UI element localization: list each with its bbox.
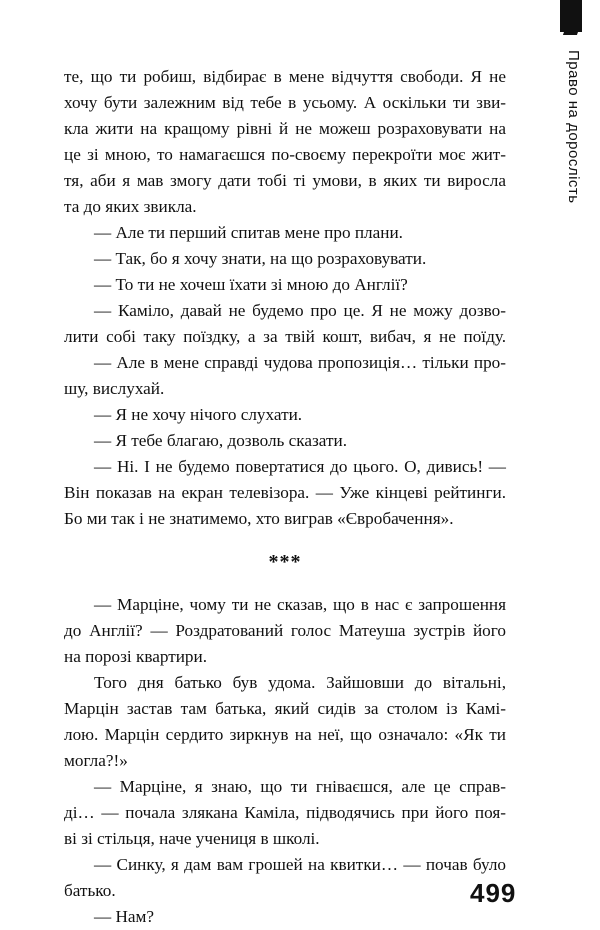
page-text bbox=[64, 64, 506, 930]
text-line: Того дня батько був удома. Зайшовши до вітальні, bbox=[94, 673, 506, 692]
running-header-title: Право на дорослість bbox=[565, 50, 582, 204]
text-line: — Марціне, чому ти не сказав, що в нас є запрошення bbox=[94, 595, 506, 614]
text-line: могла?!» bbox=[64, 751, 128, 770]
section-break: *** bbox=[268, 551, 302, 573]
text-line: — Нам? bbox=[94, 907, 155, 926]
text-line: ві зі стільця, наче учениця в школі. bbox=[64, 829, 320, 848]
page-number: 499 bbox=[470, 878, 517, 908]
text-line: — Марціне, я знаю, що ти гніваєшся, але це справ- bbox=[94, 777, 506, 796]
text-line: батько. bbox=[64, 881, 116, 900]
text-line: Марцін застав там батька, який сидів за столом із Камі- bbox=[64, 699, 506, 718]
text-line: лою. Марцін сердито зиркнув на неї, що означало: «Як ти bbox=[64, 725, 506, 744]
text-line: це зі мною, то намагаєшся по-своєму перекроїти моє жит- bbox=[64, 145, 506, 164]
chapter-marker-bar bbox=[560, 0, 582, 32]
text-line: — Каміло, давай не будемо про це. Я не можу дозво- bbox=[94, 301, 506, 320]
text-line: та до яких звикла. bbox=[64, 197, 197, 216]
text-line: — Я не хочу нічого слухати. bbox=[94, 405, 303, 424]
text-line: лити собі таку поїздку, а за твій кошт, вибач, я не поїду. bbox=[64, 327, 506, 346]
text-line: те, що ти робиш, відбирає в мене відчуття свободи. Я не bbox=[64, 67, 506, 86]
text-line: тя, аби я мав змогу дати тобі ті умови, в яких ти виросла bbox=[64, 171, 506, 190]
text-line: кла жити на кращому рівні й не можеш розраховувати на bbox=[64, 119, 506, 138]
text-line: — Синку, я дам вам грошей на квитки… — почав було bbox=[94, 855, 506, 874]
text-line: Бо ми так і не знатимемо, хто виграв «Євробачення». bbox=[64, 509, 454, 528]
text-line: шу, вислухай. bbox=[64, 379, 165, 398]
text-line: хочу бути залежним від тебе в усьому. А оскільки ти зви- bbox=[64, 93, 506, 112]
text-line: на порозі квартири. bbox=[64, 647, 207, 666]
text-line: — Ні. І не будемо повертатися до цього. О, дивись! — bbox=[94, 457, 506, 476]
text-line: — Але ти перший спитав мене про плани. bbox=[94, 223, 403, 242]
text-line: — Я тебе благаю, дозволь сказати. bbox=[94, 431, 347, 450]
text-line: — Так, бо я хочу знати, на що розраховувати. bbox=[94, 249, 427, 268]
text-line: ді… — почала злякана Каміла, підводячись при його поя- bbox=[64, 803, 506, 822]
text-line: — То ти не хочеш їхати зі мною до Англії? bbox=[94, 275, 408, 294]
text-line: — Але в мене справді чудова пропозиція… тільки про- bbox=[94, 353, 506, 372]
text-line: Він показав на екран телевізора. — Уже кінцеві рейтинги. bbox=[64, 483, 506, 502]
text-line: до Англії? — Роздратований голос Матеуша зустрів його bbox=[64, 621, 506, 640]
